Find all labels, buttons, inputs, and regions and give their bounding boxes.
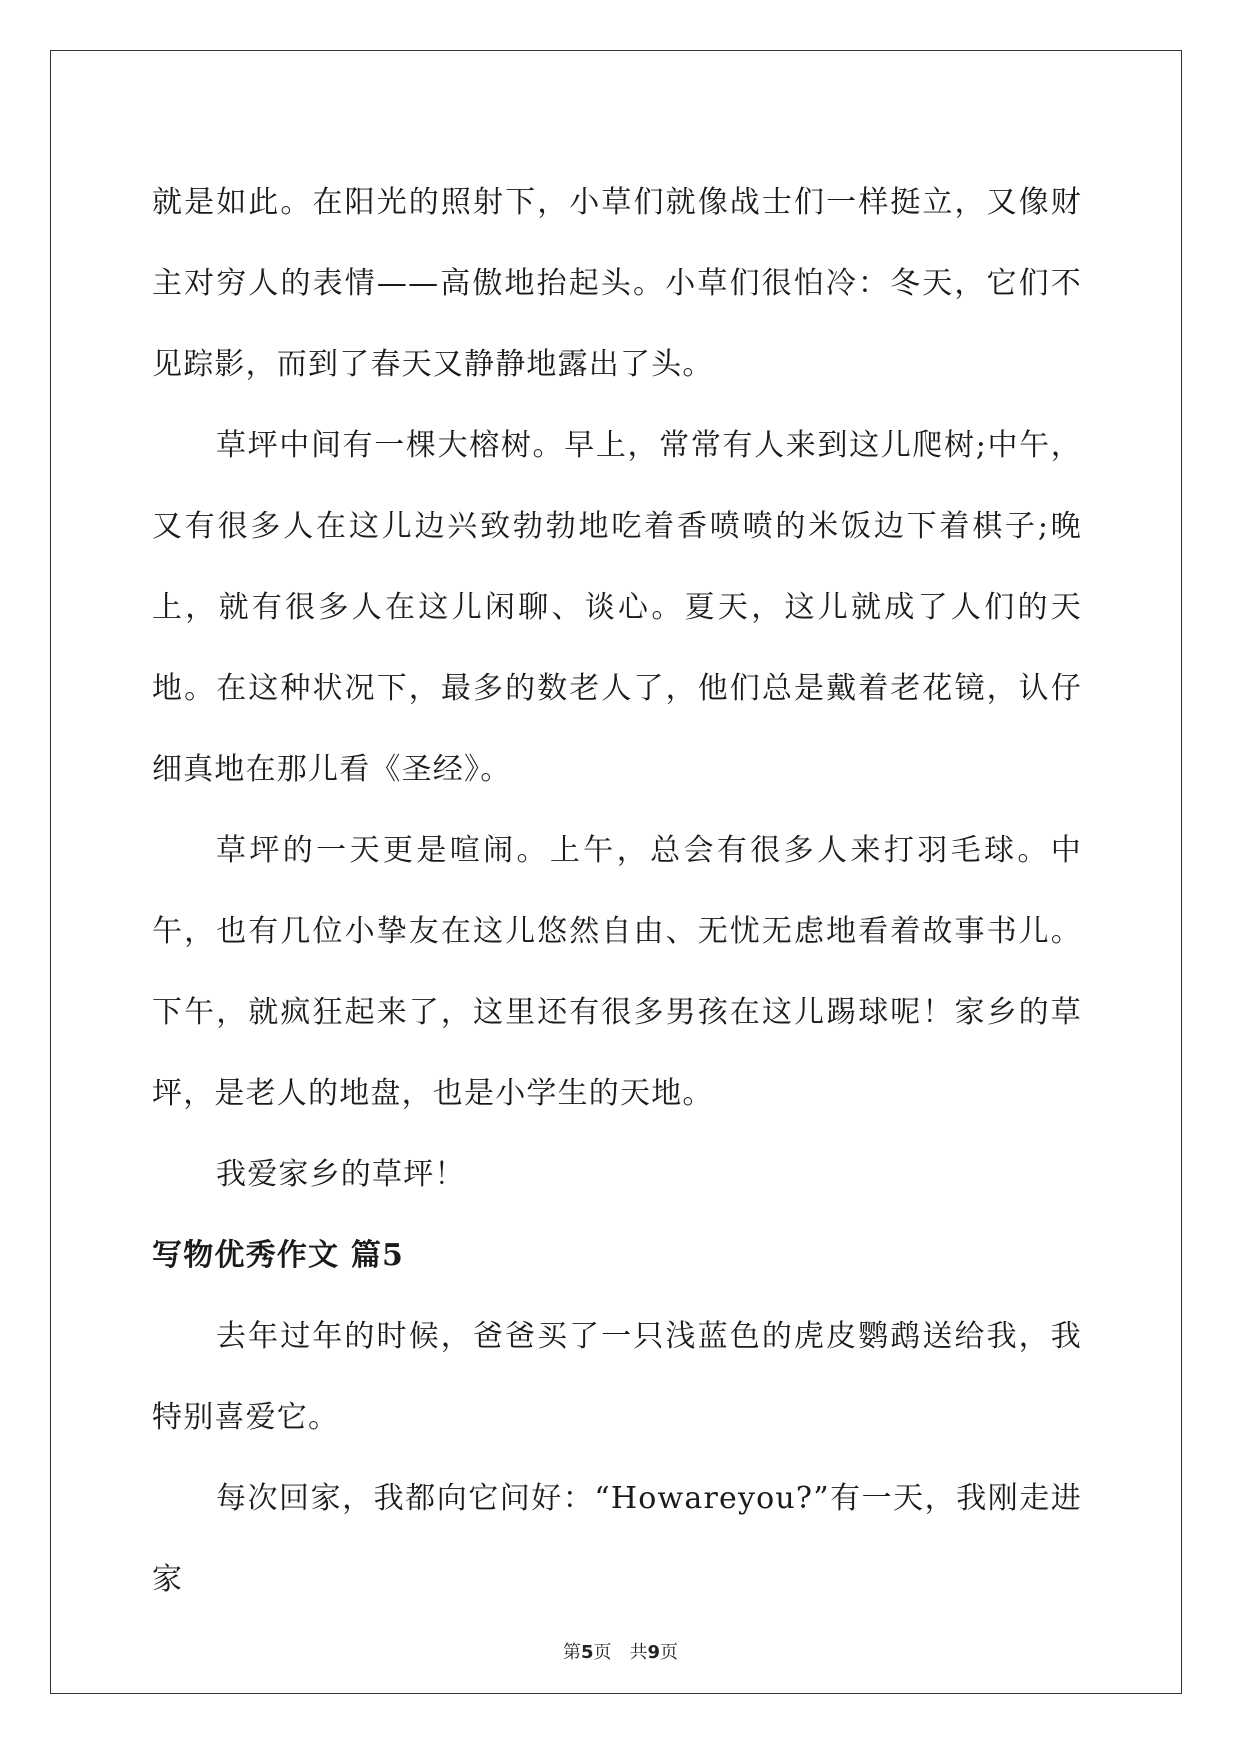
- paragraph-text: 草坪的一天更是喧闹。上午，总会有很多人来打羽毛球。中午，也有几位小挚友在这儿悠然自由、无忧无虑地看着故事书儿。下午，就疯狂起来了，这里还有很多男孩在这儿踢球呢！家乡的草坪，是老人的地盘，也是小学生的天地。: [152, 833, 1082, 1111]
- paragraph-text: 我爱家乡的草坪！: [216, 1157, 466, 1192]
- section-heading: 写物优秀作文 篇5: [152, 1238, 405, 1273]
- paragraph-5: [152, 1296, 1082, 1458]
- current-page-number: 5: [580, 1642, 594, 1663]
- footer-suffix: 页: [660, 1642, 679, 1663]
- footer-middle: 页 共: [593, 1642, 648, 1663]
- paragraph-3: [152, 810, 1082, 1134]
- paragraph-text: 就是如此。在阳光的照射下，小草们就像战士们一样挺立，又像财主对穷人的表情——高傲地抬起头。小草们很怕冷：冬天，它们不见踪影，而到了春天又静静地露出了头。: [152, 185, 1082, 382]
- paragraph-text: 去年过年的时候，爸爸买了一只浅蓝色的虎皮鹦鹉送给我，我特别喜爱它。: [152, 1319, 1082, 1435]
- footer-prefix: 第: [562, 1642, 581, 1663]
- paragraph-6: [152, 1458, 1082, 1620]
- total-page-number: 9: [647, 1642, 661, 1663]
- paragraph-4: [152, 1134, 1082, 1215]
- paragraph-text: 草坪中间有一棵大榕树。早上，常常有人来到这儿爬树;中午，又有很多人在这儿边兴致勃勃地吃着香喷喷的米饭边下着棋子;晚上，就有很多人在这儿闲聊、谈心。夏天，这儿就成了人们的天地。在这种状况下，最多的数老人了，他们总是戴着老花镜，认仔细真地在那儿看《圣经》。: [152, 428, 1082, 787]
- paragraph-1: [152, 162, 1082, 405]
- paragraph-2: [152, 405, 1082, 810]
- paragraph-text: 每次回家，我都向它问好：“Howareyou?”有一天，我刚走进家: [152, 1481, 1082, 1597]
- document-body: [152, 162, 1082, 1620]
- page-footer: [0, 1638, 1241, 1664]
